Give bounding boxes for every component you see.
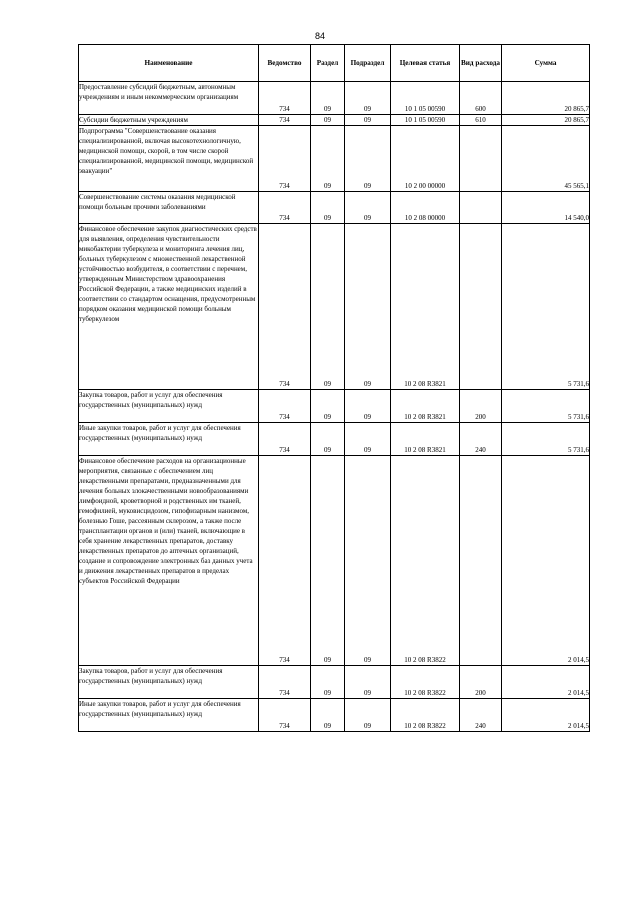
table-row (79, 423, 590, 456)
row-expense-type (460, 126, 502, 192)
row-target-article: 10 1 05 00590 (391, 82, 460, 115)
row-name: Субсидии бюджетным учреждениям (79, 115, 259, 126)
row-expense-type: 240 (460, 699, 502, 732)
row-subsection: 09 (345, 699, 391, 732)
row-subsection: 09 (345, 390, 391, 423)
row-expense-type (460, 224, 502, 390)
row-section: 09 (311, 390, 345, 423)
table-header-row (79, 45, 590, 82)
table-row (79, 115, 590, 126)
row-sum: 2 014,5 (502, 456, 590, 666)
row-target-article: 10 2 08 R3821 (391, 224, 460, 390)
table-row (79, 192, 590, 224)
column-header-sum: Сумма (502, 45, 590, 82)
column-header-name: Наименование (79, 45, 259, 82)
row-section: 09 (311, 423, 345, 456)
table-row (79, 126, 590, 192)
row-name: Иные закупки товаров, работ и услуг для обеспечения государственных (муниципальных) нужд (79, 699, 259, 732)
row-sum: 5 731,6 (502, 390, 590, 423)
row-section: 09 (311, 192, 345, 224)
row-section: 09 (311, 699, 345, 732)
row-subsection: 09 (345, 192, 391, 224)
row-target-article: 10 2 08 R3822 (391, 699, 460, 732)
row-name: Закупка товаров, работ и услуг для обеспечения государственных (муниципальных) нужд (79, 390, 259, 423)
table-row (79, 699, 590, 732)
row-department: 734 (259, 115, 311, 126)
row-sum: 45 565,1 (502, 126, 590, 192)
column-header-target-article: Целевая статья (391, 45, 460, 82)
row-target-article: 10 2 08 R3822 (391, 456, 460, 666)
row-name: Закупка товаров, работ и услуг для обеспечения государственных (муниципальных) нужд (79, 666, 259, 699)
row-expense-type: 600 (460, 82, 502, 115)
column-header-subsection: Подраздел (345, 45, 391, 82)
row-target-article: 10 2 08 R3821 (391, 423, 460, 456)
column-header-section: Раздел (311, 45, 345, 82)
row-name: Иные закупки товаров, работ и услуг для обеспечения государственных (муниципальных) нужд (79, 423, 259, 456)
table-row (79, 82, 590, 115)
row-name: Подпрограмма "Совершенствование оказания специализированной, включая высокотехнологичную, медицинской помощи, скорой, в том числе скорой специализированной, медицинской помощи, медицинской эвакуации" (79, 126, 259, 192)
budget-table (78, 44, 590, 732)
row-expense-type (460, 456, 502, 666)
row-department: 734 (259, 390, 311, 423)
row-subsection: 09 (345, 666, 391, 699)
row-sum: 2 014,5 (502, 666, 590, 699)
row-department: 734 (259, 224, 311, 390)
row-section: 09 (311, 126, 345, 192)
row-name: Совершенствование системы оказания медицинской помощи больным прочими заболеваниями (79, 192, 259, 224)
row-department: 734 (259, 699, 311, 732)
row-target-article: 10 2 00 00000 (391, 126, 460, 192)
row-expense-type (460, 192, 502, 224)
row-section: 09 (311, 666, 345, 699)
row-expense-type: 200 (460, 390, 502, 423)
row-section: 09 (311, 224, 345, 390)
row-department: 734 (259, 126, 311, 192)
table-row (79, 456, 590, 666)
row-subsection: 09 (345, 126, 391, 192)
row-subsection: 09 (345, 423, 391, 456)
row-name: Предоставление субсидий бюджетным, автономным учреждениям и иным некоммерческим организациям (79, 82, 259, 115)
row-department: 734 (259, 82, 311, 115)
row-sum: 20 865,7 (502, 115, 590, 126)
table-row (79, 666, 590, 699)
row-name: Финансовое обеспечение расходов на организационные мероприятия, связанные с обеспечением лиц лекарственными препаратами, предназначенными для лечения больных злокачественными новообразованиями лимфоидной, кроветворной и родственных им тканей, гемофилией, муковисцидозом, гипофизарным нанизмом, болезнью Гоше, рассеянным склерозом, а также после трансплантации органов и (или) тканей, включающие в себя хранение лекарственных препаратов, доставку лекарственных препаратов до аптечных организаций, создание и сопровождение электронных баз данных учета и движения лекарственных препаратов в пределах субъектов Российской Федерации (79, 456, 259, 666)
row-department: 734 (259, 192, 311, 224)
row-section: 09 (311, 82, 345, 115)
row-subsection: 09 (345, 115, 391, 126)
row-department: 734 (259, 666, 311, 699)
row-target-article: 10 1 05 00590 (391, 115, 460, 126)
table-row (79, 224, 590, 390)
row-expense-type: 610 (460, 115, 502, 126)
row-expense-type: 200 (460, 666, 502, 699)
row-sum: 2 014,5 (502, 699, 590, 732)
row-subsection: 09 (345, 82, 391, 115)
row-name: Финансовое обеспечение закупок диагностических средств для выявления, определения чувствительности микобактерии туберкулеза и мониторинга лечения лиц, больных туберкулезом с множественной лекарственной устойчивостью возбудителя, в соответствии с перечнем, утвержденным Министерством здравоохранения Российской Федерации, а также медицинских изделий в соответствии со стандартом оснащения, предусмотренным порядком оказания медицинской помощи больным туберкулезом (79, 224, 259, 390)
table-row (79, 390, 590, 423)
row-section: 09 (311, 456, 345, 666)
page-number: 84 (314, 31, 325, 41)
row-sum: 5 731,6 (502, 423, 590, 456)
row-sum: 14 540,0 (502, 192, 590, 224)
row-subsection: 09 (345, 456, 391, 666)
row-target-article: 10 2 08 00000 (391, 192, 460, 224)
row-subsection: 09 (345, 224, 391, 390)
row-department: 734 (259, 456, 311, 666)
row-target-article: 10 2 08 R3821 (391, 390, 460, 423)
row-sum: 5 731,6 (502, 224, 590, 390)
row-department: 734 (259, 423, 311, 456)
column-header-department: Ведомство (259, 45, 311, 82)
row-sum: 20 865,7 (502, 82, 590, 115)
row-expense-type: 240 (460, 423, 502, 456)
row-section: 09 (311, 115, 345, 126)
column-header-expense-type: Вид расхода (460, 45, 502, 82)
row-target-article: 10 2 08 R3822 (391, 666, 460, 699)
